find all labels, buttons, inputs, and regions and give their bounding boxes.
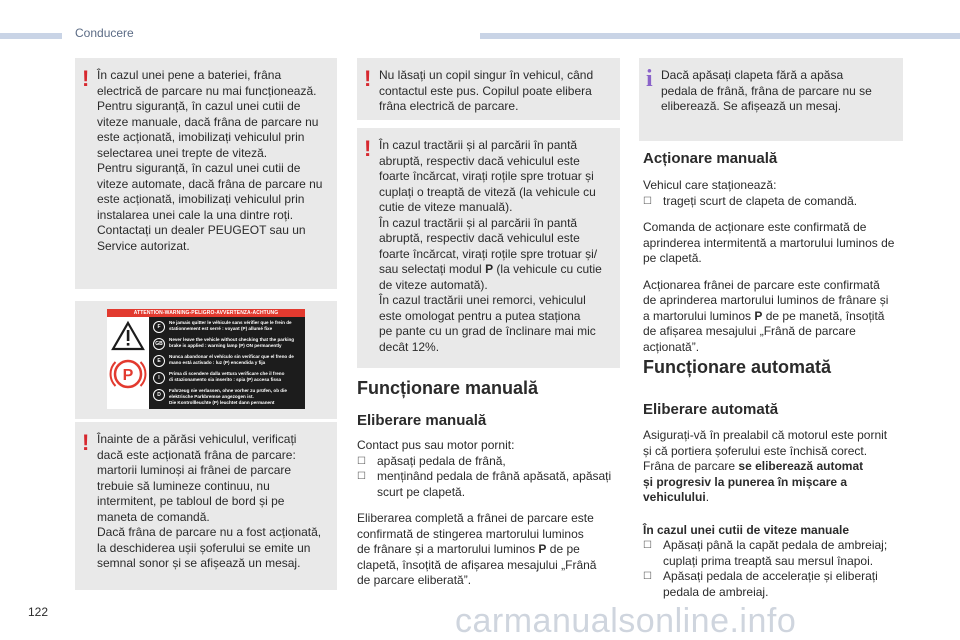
list-item-text: Apăsați pedala de accelerație și eliberați pedala de ambreiaj. xyxy=(663,569,878,599)
lang-code: F xyxy=(153,321,165,333)
warning-box-towing xyxy=(357,128,620,368)
manual-gearbox-title xyxy=(643,523,908,539)
exclamation-icon: ! xyxy=(364,136,372,161)
lamp-p: P xyxy=(538,542,547,556)
list-item-text: Apăsați până la capăt pedala de ambreiaj; cuplați prima treaptă sau mersul înapoi. xyxy=(663,538,888,568)
apply-command-text: Comanda de acționare este confirmată de aprinderea intermitentă a martorului luminos de pe clapetă. xyxy=(643,220,895,265)
list-item xyxy=(643,538,908,569)
list-item-text: apăsați pedala de frână, xyxy=(377,453,506,468)
bullet-list xyxy=(357,454,622,501)
text-part: Eliberarea completă a frânei de parcare este confirmată de stingerea martorului luminos de frânare și a martorului luminos xyxy=(357,511,594,556)
svg-text:P: P xyxy=(122,367,134,384)
lang-row-d xyxy=(153,387,303,405)
warning-triangle-icon xyxy=(113,323,143,349)
exclamation-icon: ! xyxy=(82,66,90,91)
automatic-release-body xyxy=(643,428,908,611)
bullet-list xyxy=(643,194,908,210)
text-part: de pe clapetă, însoțită de afișarea mesajului „Frână de parcare eliberată”. xyxy=(357,542,597,587)
heading-manual-apply: Acționare manuală xyxy=(643,150,778,167)
info-icon: i xyxy=(646,66,653,92)
manual-release-body xyxy=(357,438,622,600)
label-languages xyxy=(149,317,305,409)
checkbox-bullet-icon: ☐ xyxy=(357,471,366,482)
lang-row-gb xyxy=(153,336,303,354)
intro-text: Contact pus sau motor pornit: xyxy=(357,438,515,452)
lang-text: Nunca abandonar el vehículo sin verificar que el freno de mano está activado : luz (P) encendida y fija xyxy=(169,354,294,365)
checkbox-bullet-icon: ☐ xyxy=(643,540,652,551)
apply-confirm-text xyxy=(643,278,908,356)
text-part: (la vehicule cu cutie de viteze automată). În cazul tractării unei remorci, vehiculul este omologat pentru a putea staționa pe pante cu un grad de înclinare mai mic decât 12%. xyxy=(379,262,602,354)
warning-text: Nu lăsați un copil singur în vehicul, când contactul este pus. Copilul poate elibera frâna electrică de parcare. xyxy=(379,68,594,113)
list-item xyxy=(357,454,622,470)
info-box-pedal xyxy=(639,58,903,141)
heading-automatic-operation: Funcționare automată xyxy=(643,357,832,377)
lang-text: Ne jamais quitter le véhicule sans vérifier que le frein de stationnement est serré : voyant (P) allumé fixe xyxy=(169,320,292,331)
text-part: . xyxy=(705,490,710,504)
warning-text: Înainte de a părăsi vehiculul, verificați dacă este acționată frâna de parcare: martorii luminoși ai frânei de parcare trebuie să lumineze continuu, nu intermitent, pe tabloul de bord și pe maneta de comandă. Dacă frâna de parcare nu a fost acționată, la deschiderea ușii șoferului se emite un semnal sonor și se afișează un mesaj. xyxy=(97,432,322,570)
lang-text: Fahrzeug nie verlassen, ohne vorher zu prüfen, ob die elektrische Parkbremse angezogen ist. Die Kontrollleuchte (P) leuchtet dann permanent xyxy=(169,388,287,405)
header-bar-left xyxy=(0,33,62,39)
warning-box-child xyxy=(357,58,620,120)
lang-row-i xyxy=(153,370,303,388)
text-part: În cazul tractării și al parcării în pantă abruptă, respectiv dacă vehiculul este foarte încărcat, virați roțile spre trotuar și cuplați o treaptă de viteză (la vehicule cu cutie de viteze manuală). În cazul tractării și al parcării în pantă abruptă, respectiv dacă vehiculul este foarte încărcat, virați roțile spre trotuar și/ sau selectați modul xyxy=(379,138,598,276)
lang-row-e xyxy=(153,353,303,371)
lang-text: Never leave the vehicle without checking that the parking brake is applied : warning lamp (P) ON permanently xyxy=(169,337,295,348)
lang-text: Prima di scendere dalla vettura verificare che il freno di stazionamento sia inserito : spia (P) accesa fissa xyxy=(169,371,285,382)
warning-text: În cazul unei pene a bateriei, frâna electrică de parcare nu mai funcționează. Pentru siguranță, în cazul unei cutii de viteze manuale, dacă frâna de parcare nu este acționată, imobilizați vehiculul prin selectarea unei trepte de viteză. Pentru siguranță, în cazul unei cutii de viteze automate, dacă frâna de parcare nu este acționată, imobilizați vehiculul prin instalarea unei cale la una dintre roți. Contactați un dealer PEUGEOT sau un Service autorizat. xyxy=(97,68,323,253)
page-number: 122 xyxy=(28,605,49,619)
header-bar-right xyxy=(480,33,960,39)
info-text: Dacă apăsați clapeta fără a apăsa pedala de frână, frâna de parcare nu se eliberează. Se afișează un mesaj. xyxy=(661,68,872,113)
label-sticker xyxy=(107,309,305,409)
list-item-text: menținând pedala de frână apăsată, apăsați scurt pe clapetă. xyxy=(377,469,612,499)
label-icons xyxy=(107,317,149,409)
subheading-manual-release: Eliberare manuală xyxy=(357,412,487,429)
bullet-list xyxy=(643,538,908,600)
list-item xyxy=(643,194,908,210)
heading-manual-operation: Funcționare manuală xyxy=(357,378,539,398)
text-part: Asigurați-vă în prealabil că motorul este pornit și că portiera șoferului este închisă corect. Frâna de parcare xyxy=(643,428,888,473)
exclamation-icon: ! xyxy=(364,66,372,91)
list-item-text: trageți scurt de clapeta de comandă. xyxy=(663,193,858,208)
text-part: de pe manetă, însoțită de afișarea mesajului „Frână de parcare acționată”. xyxy=(643,308,885,354)
checkbox-bullet-icon: ☐ xyxy=(357,455,366,467)
subheading-automatic-release: Eliberare automată xyxy=(643,401,779,418)
exclamation-icon: ! xyxy=(82,430,90,455)
release-confirm-text xyxy=(357,511,622,589)
lang-code: D xyxy=(153,389,165,401)
warning-text xyxy=(379,138,610,355)
parking-brake-label xyxy=(75,301,337,419)
text-part: Acționarea frânei de parcare este confirmată de aprinderea martorului luminos de frânare și a martorului luminos xyxy=(643,277,889,323)
warning-box-battery xyxy=(75,58,337,289)
lang-code: E xyxy=(153,355,165,367)
lang-code: GB xyxy=(153,338,165,350)
parking-brake-icon xyxy=(111,361,146,387)
intro-text: Vehicul care staționează: xyxy=(643,178,777,192)
section-title: Conducere xyxy=(75,26,134,40)
checkbox-bullet-icon: ☐ xyxy=(643,195,652,207)
checkbox-bullet-icon: ☐ xyxy=(643,571,652,582)
auto-release-text xyxy=(643,428,908,506)
label-title: ATTENTION-WARNING-PELIGRO-AVVERTENZA-ACHTUNG xyxy=(107,309,305,317)
manual-apply-body xyxy=(643,178,908,366)
lang-code: I xyxy=(153,372,165,384)
bold-text: În cazul unei cutii de viteze manuale xyxy=(643,522,850,537)
list-item xyxy=(357,469,622,500)
mode-p: P xyxy=(485,262,494,276)
watermark: carmanualsonline.info xyxy=(455,602,797,640)
list-item xyxy=(643,569,908,600)
lang-row-f xyxy=(153,319,303,337)
lamp-p: P xyxy=(754,308,763,323)
warning-box-leave-vehicle xyxy=(75,422,337,590)
bold-text: se eliberează automat și progresiv la punerea în mișcare a vehiculului xyxy=(643,459,864,504)
